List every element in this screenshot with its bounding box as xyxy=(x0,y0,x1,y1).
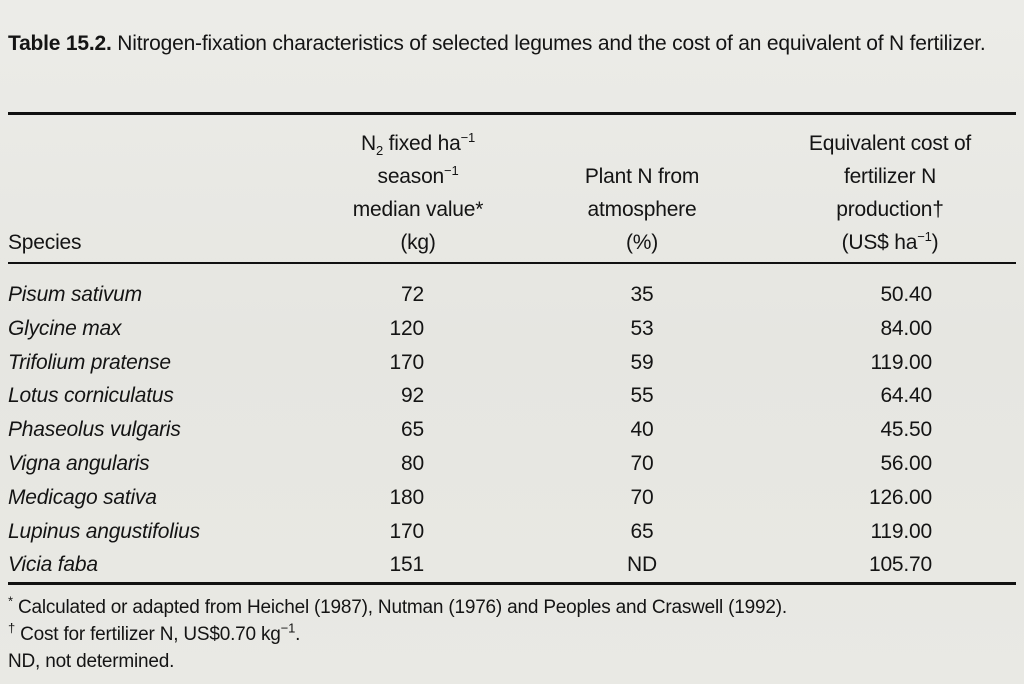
table-row xyxy=(0,346,1024,380)
header-species: Species xyxy=(8,231,82,254)
cell-species: Lotus corniculatus xyxy=(8,384,174,408)
cell-species: Phaseolus vulgaris xyxy=(8,418,181,442)
table-row xyxy=(0,548,1024,582)
cell-species: Glycine max xyxy=(8,316,122,340)
table-row xyxy=(0,312,1024,346)
table-bottom-rule xyxy=(8,582,1016,585)
cell-cost: 56.00 xyxy=(880,451,932,475)
cell-species: Vicia faba xyxy=(8,553,98,577)
cell-n2-fixed: 151 xyxy=(389,553,424,577)
table-label: Table 15.2. xyxy=(8,32,112,55)
cell-species: Trifolium pratense xyxy=(8,350,171,374)
cell-species: Lupinus angustifolius xyxy=(8,519,200,543)
header-n2-fixed: $N_2$ fixed $ha^{-1}$ season$^{-1}$ median value* (kg) xyxy=(352,130,484,254)
cell-atmosphere: 40 xyxy=(630,418,654,442)
cell-n2-fixed: 80 xyxy=(401,451,424,475)
cell-cost: 84.00 xyxy=(880,316,932,340)
table-body xyxy=(0,278,1024,582)
cell-atmosphere: 65 xyxy=(630,519,654,543)
footnote-cost: † Cost for fertilizer N, US$0.70 $kg^{-1}$. xyxy=(8,620,301,645)
table-caption xyxy=(8,28,1018,59)
cell-n2-fixed: 92 xyxy=(401,384,424,408)
table-top-rule xyxy=(8,112,1016,115)
cell-cost: 119.00 xyxy=(870,519,932,543)
cell-cost: 105.70 xyxy=(868,553,932,577)
cell-n2-fixed: 170 xyxy=(389,350,424,374)
cell-n2-fixed: 65 xyxy=(401,418,424,442)
header-plant-n-atmosphere: Plant N from atmosphere (%) xyxy=(584,165,700,254)
cell-species: Medicago sativa xyxy=(8,485,157,509)
cell-cost: 45.50 xyxy=(880,418,932,442)
table-row xyxy=(0,481,1024,515)
table-caption-text: Nitrogen-fixation characteristics of selected legumes and the cost of an equivalent of N fertilizer. xyxy=(117,32,986,55)
table-row xyxy=(0,379,1024,413)
header-equivalent-cost: Equivalent cost of fertilizer N production† (US$ $ha^{-1}$) xyxy=(808,132,972,254)
table-header-rule xyxy=(8,262,1016,264)
table-row xyxy=(0,278,1024,312)
cell-n2-fixed: 72 xyxy=(401,283,424,306)
cell-n2-fixed: 170 xyxy=(389,519,424,543)
cell-atmosphere: 70 xyxy=(630,485,654,509)
cell-cost: 126.00 xyxy=(868,485,932,509)
cell-cost: 64.40 xyxy=(880,384,932,408)
cell-atmosphere: 35 xyxy=(630,283,654,306)
cell-atmosphere: 53 xyxy=(630,316,654,340)
table-row xyxy=(0,413,1024,447)
cell-cost: 50.40 xyxy=(880,283,932,306)
cell-atmosphere: 59 xyxy=(630,350,654,374)
cell-n2-fixed: 120 xyxy=(389,316,424,340)
footnote-nd: ND, not determined. xyxy=(8,651,175,672)
cell-n2-fixed: 180 xyxy=(389,485,424,509)
cell-atmosphere: 70 xyxy=(630,451,654,475)
cell-atmosphere: ND xyxy=(627,553,657,577)
footnote-source: * Calculated or adapted from Heichel (1987), Nutman (1976) and Peoples and Craswell (1992). xyxy=(8,593,787,618)
table-row xyxy=(0,447,1024,481)
table-row xyxy=(0,515,1024,549)
cell-species: Vigna angularis xyxy=(8,451,150,475)
cell-species: Pisum sativum xyxy=(8,283,142,306)
cell-cost: 119.00 xyxy=(870,350,932,374)
cell-atmosphere: 55 xyxy=(630,384,654,408)
